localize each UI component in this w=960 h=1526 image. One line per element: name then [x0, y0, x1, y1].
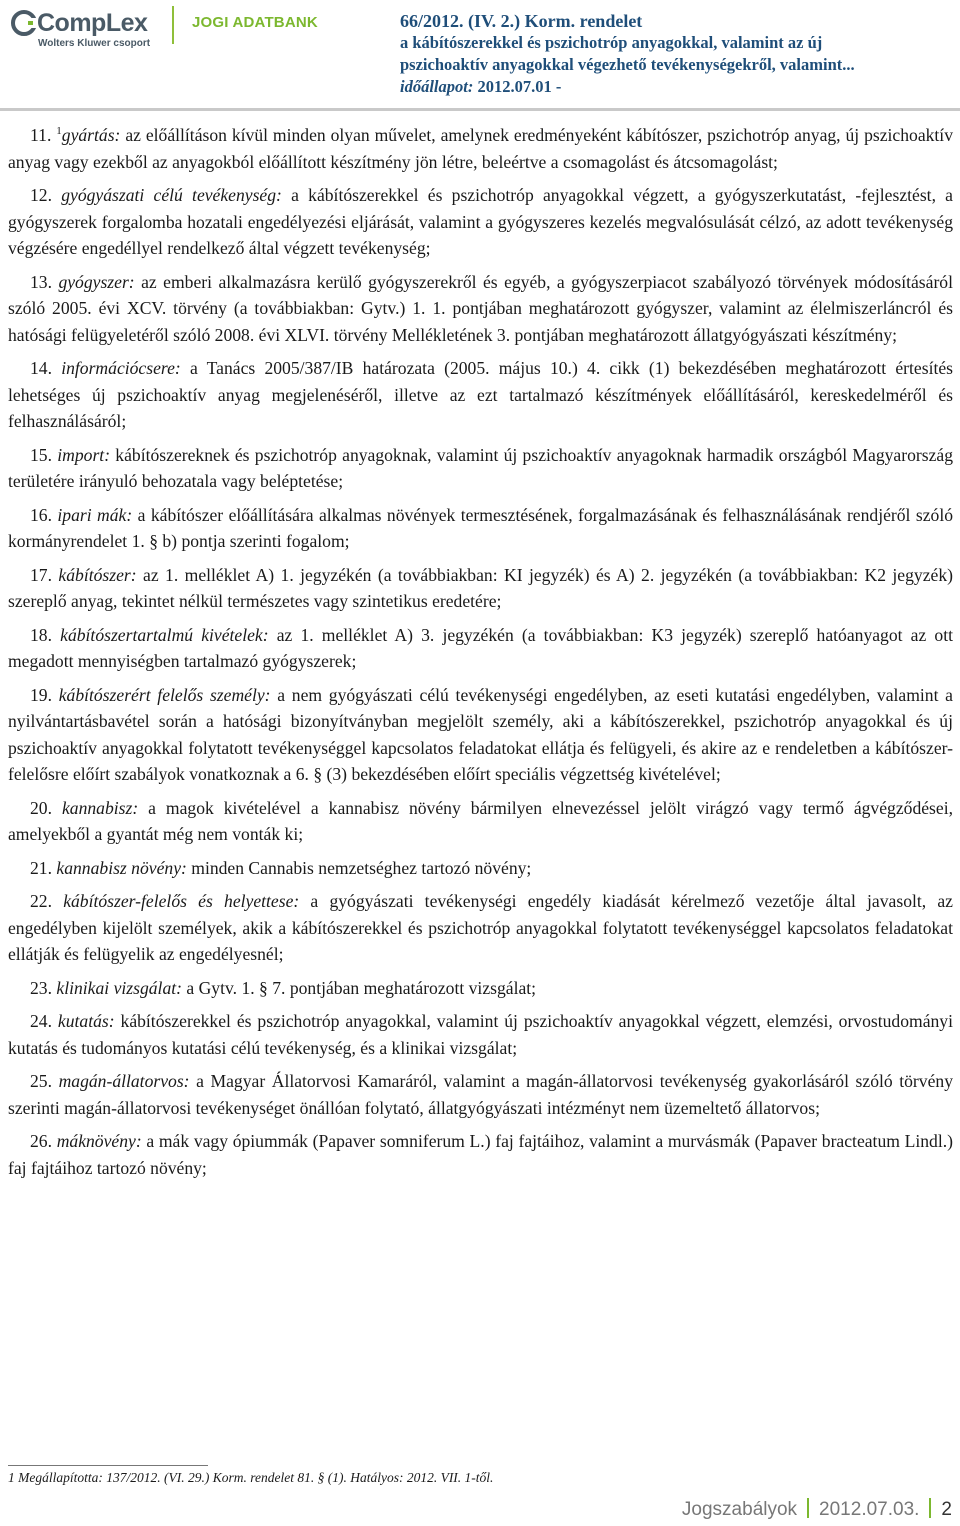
footnote-ref[interactable]: 1: [56, 125, 62, 138]
document-subtitle-line2: pszichoaktív anyagokkal végezhető tevékenységekről, valamint...: [400, 55, 855, 74]
document-subtitle-line1: a kábítószerekkel és pszichotróp anyagokkal, valamint az új: [400, 33, 823, 52]
status-date: 2012.07.01 -: [477, 77, 562, 96]
complex-tagline: Wolters Kluwer csoport: [38, 38, 151, 49]
definition-item: 22. kábítószer-felelős és helyettese: a gyógyászati tevékenységi engedély kiadását kérelmező vezetője által javasolt, az engedélyben kijelölt személyek, akik a kábítószerekkel és pszichotróp anyagokkal folytatott tevékenységgel kapcsolatos feladatokat ellátják és felügyelik az engedélyesnél;: [8, 891, 953, 964]
definition-item: 13. gyógyszer: az emberi alkalmazásra kerülő gyógyszerekről és egyéb, a gyógyszerpiacot szabályozó törvények módosításáról szóló 2005. évi XCV. törvény (a továbbiakban: Gytv.) 1. 1. pontjában meghatározott gyógyszer, valamint az élelmiszerláncról és hatósági felügyeletéről szóló 2008. évi XLVI. törvény Mellékletének 3. pontjában meghatározott állatgyógyászati készítmény;: [8, 271, 953, 345]
document-title: 66/2012. (IV. 2.) Korm. rendelet: [400, 11, 643, 31]
definition-item: 21. kannabisz növény: minden Cannabis nemzetséghez tartozó növény;: [30, 857, 532, 878]
definition-item: 17. kábítószer: az 1. melléklet A) 1. jegyzékén (a továbbiakban: KI jegyzék) és A) 2. jegyzékén (a továbbiakban: K2 jegyzék) szereplő anyag, tekintet nélkül természetes vagy szintetikus eredetére;: [8, 564, 953, 611]
footer-label: Jogszabályok: [681, 1499, 798, 1520]
definition-item: 14. információcsere: a Tanács 2005/387/IB határozata (2005. május 10.) 4. cikk (1) bekezdésében meghatározott értesítés lehetséges új pszichoaktív anyag megjelenéséről, illetve az ezt tartalmazó készítmények előállításáról, kereskedelméről és felhasználásáról;: [8, 358, 954, 431]
status-line: [400, 76, 955, 98]
document-header: [400, 10, 955, 98]
page-header: [0, 0, 960, 112]
complex-logo-icon: [10, 9, 38, 37]
footnote: 1 Megállapította: 137/2012. (VI. 29.) Korm. rendelet 81. § (1). Hatályos: 2012. VII. 1-től.: [8, 1470, 494, 1485]
document-body: [8, 122, 953, 1181]
definition-item: 11. $^1$gyártás: az előállításon kívül minden olyan művelet, amelynek eredményeként kábítószer, pszichotróp anyag, új pszichoaktív anyag vagy ezekből az anyagokból előállított készítmény jön létre, beleértve a csomagolást és átcsomagolást;: [8, 125, 953, 172]
footer-date: 2012.07.03.: [819, 1499, 920, 1520]
status-label: időállapot:: [400, 77, 474, 96]
footer-divider: [929, 1498, 931, 1518]
footer-divider: [807, 1498, 809, 1518]
jogi-adatbank-logo: [192, 8, 327, 38]
footnote-rule: [8, 1465, 208, 1466]
definition-item: 23. klinikai vizsgálat: a Gytv. 1. § 7. pontjában meghatározott vizsgálat;: [30, 977, 537, 998]
definition-item: 26. máknövény: a mák vagy ópiummák (Papaver somniferum L.) faj fajtáihoz, valamint a murvásmák (Papaver bracteatum Lindl.) faj fajtáihoz tartozó növény;: [8, 1131, 953, 1178]
definition-item: 19. kábítószerért felelős személy: a nem gyógyászati célú tevékenységi engedélyben, az eseti kutatási engedélyben, valamint a nyilvántartásbavétel során a hatósági bizonyítványban megjelölt személy, aki a kábítószerekkel, pszichotróp anyagokkal és új pszichoaktív anyagokkal folytatott tevékenységgel kapcsolatos feladatokat ellátja és felügyeli, és akire az e rendeletben a kábítószer-felelősre előírt szabályok vonatkoznak a 6. § (3) bekezdésében előírt speciális végzettség kivételével;: [8, 684, 953, 784]
definition-item: 12. gyógyászati célú tevékenység: a kábítószerekkel és pszichotróp anyagokkal végzett, a gyógyszerkutatást, -fejlesztést, a gyógyszerek forgalomba hozatali engedélyezési eljárását, valamint a gyógyszeres kezelés megvalósulását célzó, az adott tevékenység végzésére engedéllyel rendelkező által végzett tevékenység;: [8, 185, 953, 258]
definition-item: 16. ipari mák: a kábítószer előállítására alkalmas növények termesztésének, forgalmazásának és felhasználásának rendjéről szóló kormányrendelet 1. § b) pontja szerinti fogalom;: [8, 504, 953, 551]
logo-divider: [172, 6, 174, 44]
jogi-adatbank-text: JOGI ADATBANK: [192, 14, 318, 31]
definition-item: 20. kannabisz: a magok kivételével a kannabisz növény bármilyen elnevezéssel jelölt virágzó vagy termő ágvégződései, amelyekből a gyantát még nem vonták ki;: [8, 797, 953, 844]
page-footer: [682, 1498, 952, 1521]
definition-item: 24. kutatás: kábítószerekkel és pszichotróp anyagokkal, valamint új pszichoaktív anyagokkal végzett, elemzési, orvostudományi kutatás és tudományos kutatási célú tevékenység, és a klinikai vizsgálat;: [8, 1011, 953, 1058]
complex-logo: [10, 7, 165, 49]
definition-item: 18. kábítószertartalmú kivételek: az 1. melléklet A) 3. jegyzékén (a továbbiakban: K3 jegyzék) szereplő hatóanyagot az ott megadott mennyiségben tartalmazó gyógyszerek;: [8, 624, 953, 671]
definition-item: 25. magán-állatorvos: a Magyar Állatorvosi Kamaráról, valamint a magán-állatorvosi tevékenység gyakorlásáról szóló törvény szerinti magán-állatorvosi tevékenységet önállóan folytató, állatgyógyászati intézményt nem üzemeltető állatorvos;: [8, 1071, 953, 1118]
complex-brand: CompLex: [37, 9, 148, 37]
page-number: 2: [941, 1499, 952, 1520]
header-rule: [0, 108, 960, 111]
definition-item: 15. import: kábítószereknek és pszichotróp anyagoknak, valamint új pszichoaktív anyagoknak harmadik országból Magyarország területére irányuló behozatala vagy beléptetése;: [8, 444, 953, 491]
